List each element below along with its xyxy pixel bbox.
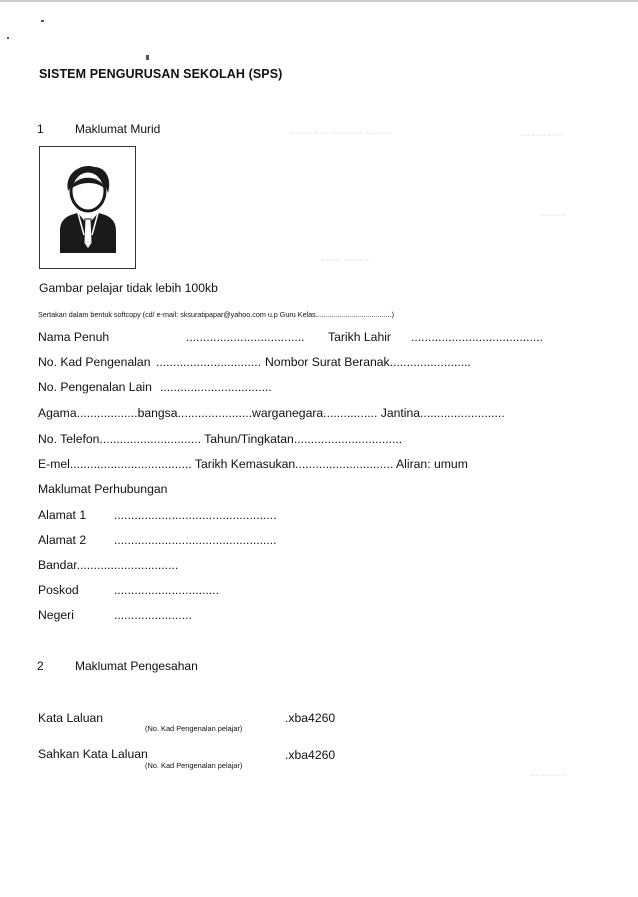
pengenalan-lain-label: No. Pengenalan Lain [38,380,152,394]
negeri-label: Negeri [38,608,74,622]
sahkan-kata-laluan-hint: (No. Kad Pengenalan pelajar) [145,761,243,770]
softcopy-note: Sertakan dalam bentuk softcopy (cd/ e-mail: sksuratipapar@yahoo.com u.p Guru Kelas......................................) [38,310,395,319]
negeri-field[interactable]: ....................... [114,608,192,622]
nama-penuh-field[interactable]: ................................... [186,330,305,344]
maklumat-perhubungan-heading: Maklumat Perhubungan [38,482,168,496]
nama-penuh-label: Nama Penuh [38,330,110,344]
alamat1-field[interactable]: ................................................ [114,508,277,522]
kata-laluan-hint: (No. Kad Pengenalan pelajar) [145,724,243,733]
sahkan-kata-laluan-value[interactable]: .xba4260 [285,748,336,762]
alamat2-field[interactable]: ................................................ [114,533,277,547]
show-through-text: ~~~~~~~ [530,770,567,780]
scan-speck [7,37,9,39]
student-avatar-icon [54,161,120,255]
kad-pengenalan-field[interactable]: ............................... [156,355,261,369]
section-2-number: 2 [37,659,44,673]
show-through-text: ~~~~ ~~~~~ [320,255,370,265]
scan-edge-line [0,0,638,2]
poskod-label: Poskod [38,583,79,597]
pengenalan-lain-field[interactable]: ................................. [160,380,272,394]
student-photo-box[interactable] [39,146,136,269]
photo-size-note: Gambar pelajar tidak lebih 100kb [39,281,218,295]
section-1-title: Maklumat Murid [75,122,161,136]
kata-laluan-value[interactable]: .xba4260 [285,711,336,725]
section-2-title: Maklumat Pengesahan [75,659,198,673]
bandar-field[interactable]: Bandar.............................. [38,558,179,572]
alamat2-label: Alamat 2 [38,533,87,547]
page-title: SISTEM PENGURUSAN SEKOLAH (SPS) [39,67,283,81]
scan-speck [41,20,44,22]
show-through-text: ~~~~ ~~~ ~~~~~~ ~~~~~ [290,128,393,138]
alamat1-label: Alamat 1 [38,508,87,522]
agama-bangsa-warganegara-jantina-fields[interactable]: Agama..................bangsa......................warganegara................ Jantina......................... [38,406,505,420]
show-through-text: ~~~~~~~~ [520,130,563,140]
surat-beranak-field[interactable]: Nombor Surat Beranak........................ [265,355,471,369]
poskod-field[interactable]: ............................... [114,583,219,597]
emel-kemasukan-aliran-fields[interactable]: E-mel.................................... Tarikh Kemasukan............................. Aliran: umum [38,457,468,471]
tarikh-lahir-label: Tarikh Lahir [328,330,391,344]
show-through-text: ~~~~~ [540,210,567,220]
sahkan-kata-laluan-label: Sahkan Kata Laluan [38,747,148,761]
telefon-tahun-fields[interactable]: No. Telefon.............................. Tahun/Tingkatan................................ [38,432,403,446]
tarikh-lahir-field[interactable]: ....................................... [411,330,544,344]
scan-speck [146,55,149,60]
kad-pengenalan-label: No. Kad Pengenalan [38,355,151,369]
kata-laluan-label: Kata Laluan [38,711,104,725]
section-1-number: 1 [37,122,44,136]
